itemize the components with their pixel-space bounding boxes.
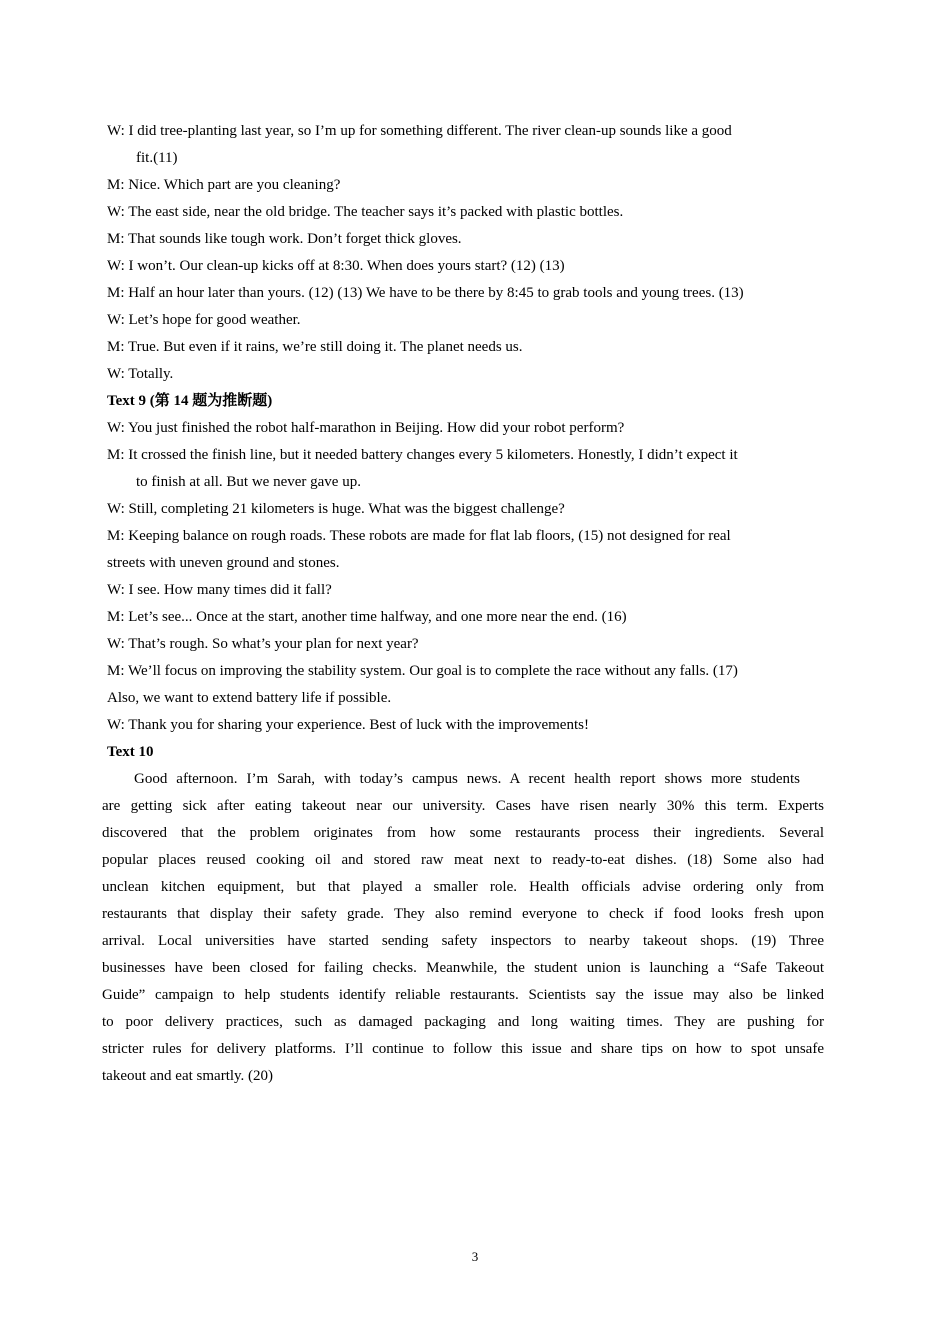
section-heading-text10: Text 10 xyxy=(107,744,154,760)
dialogue-line: W: The east side, near the old bridge. The teacher says it’s packed with plastic bottles. xyxy=(107,204,624,220)
paragraph-line: businesses have been closed for failing checks. Meanwhile, the student union is launching a “Safe Takeout xyxy=(102,960,824,976)
page-number: 3 xyxy=(471,1249,479,1264)
paragraph-line: unclean kitchen equipment, but that played a smaller role. Health officials advise ordering only from xyxy=(102,879,824,895)
dialogue-line: W: Thank you for sharing your experience. Best of luck with the improvements! xyxy=(107,717,589,733)
paragraph-line: Guide” campaign to help students identify reliable restaurants. Scientists say the issue may also be linked xyxy=(102,987,824,1003)
dialogue-line: W: Let’s hope for good weather. xyxy=(107,312,301,328)
dialogue-line: M: Half an hour later than yours. (12) (13) We have to be there by 8:45 to grab tools and young trees. (13) xyxy=(107,285,744,301)
dialogue-line-continuation: to finish at all. But we never gave up. xyxy=(136,474,361,490)
paragraph-line: arrival. Local universities have started sending safety inspectors to nearby takeout shops. (19) Three xyxy=(102,933,824,949)
dialogue-line: M: Nice. Which part are you cleaning? xyxy=(107,177,341,193)
dialogue-line: M: Keeping balance on rough roads. These robots are made for flat lab floors, (15) not designed for real xyxy=(107,528,731,544)
paragraph-line: to poor delivery practices, such as damaged packaging and long waiting times. They are pushing for xyxy=(102,1014,824,1030)
dialogue-line: W: You just finished the robot half-marathon in Beijing. How did your robot perform? xyxy=(107,420,625,436)
dialogue-line: W: I see. How many times did it fall? xyxy=(107,582,332,598)
dialogue-line: M: That sounds like tough work. Don’t forget thick gloves. xyxy=(107,231,462,247)
dialogue-line: W: I won’t. Our clean-up kicks off at 8:30. When does yours start? (12) (13) xyxy=(107,258,565,274)
dialogue-line: W: I did tree-planting last year, so I’m up for something different. The river clean-up sounds like a good xyxy=(107,123,732,139)
paragraph-line: popular places reused cooking oil and stored raw meat next to ready-to-eat dishes. (18) Some also had xyxy=(102,852,824,868)
dialogue-line: M: True. But even if it rains, we’re still doing it. The planet needs us. xyxy=(107,339,523,355)
paragraph-line: Good afternoon. I’m Sarah, with today’s campus news. A recent health report shows more students xyxy=(134,771,800,787)
dialogue-line-continuation: fit.(11) xyxy=(136,150,178,166)
dialogue-line: W: That’s rough. So what’s your plan for next year? xyxy=(107,636,419,652)
paragraph-line: restaurants that display their safety grade. They also remind everyone to check if food looks fresh upon xyxy=(102,906,824,922)
paragraph-line-last: takeout and eat smartly. (20) xyxy=(102,1068,274,1084)
dialogue-line: M: It crossed the finish line, but it needed battery changes every 5 kilometers. Honestly, I didn’t expect it xyxy=(107,447,738,463)
dialogue-line-continuation: Also, we want to extend battery life if possible. xyxy=(107,690,392,706)
paragraph-line: are getting sick after eating takeout near our university. Cases have risen nearly 30% this term. Experts xyxy=(102,798,824,814)
dialogue-line: W: Still, completing 21 kilometers is huge. What was the biggest challenge? xyxy=(107,501,565,517)
dialogue-line: M: Let’s see... Once at the start, another time halfway, and one more near the end. (16) xyxy=(107,609,627,625)
section-heading-text9: Text 9 (第 14 题为推断题) xyxy=(107,393,273,409)
dialogue-line: M: We’ll focus on improving the stability system. Our goal is to complete the race without any falls. (17) xyxy=(107,663,738,679)
paragraph-line: discovered that the problem originates from how some restaurants process their ingredients. Several xyxy=(102,825,824,841)
paragraph-line: stricter rules for delivery platforms. I’ll continue to follow this issue and share tips on how to spot unsafe xyxy=(102,1041,824,1057)
dialogue-line: W: Totally. xyxy=(107,366,174,382)
dialogue-line-continuation: streets with uneven ground and stones. xyxy=(107,555,340,571)
